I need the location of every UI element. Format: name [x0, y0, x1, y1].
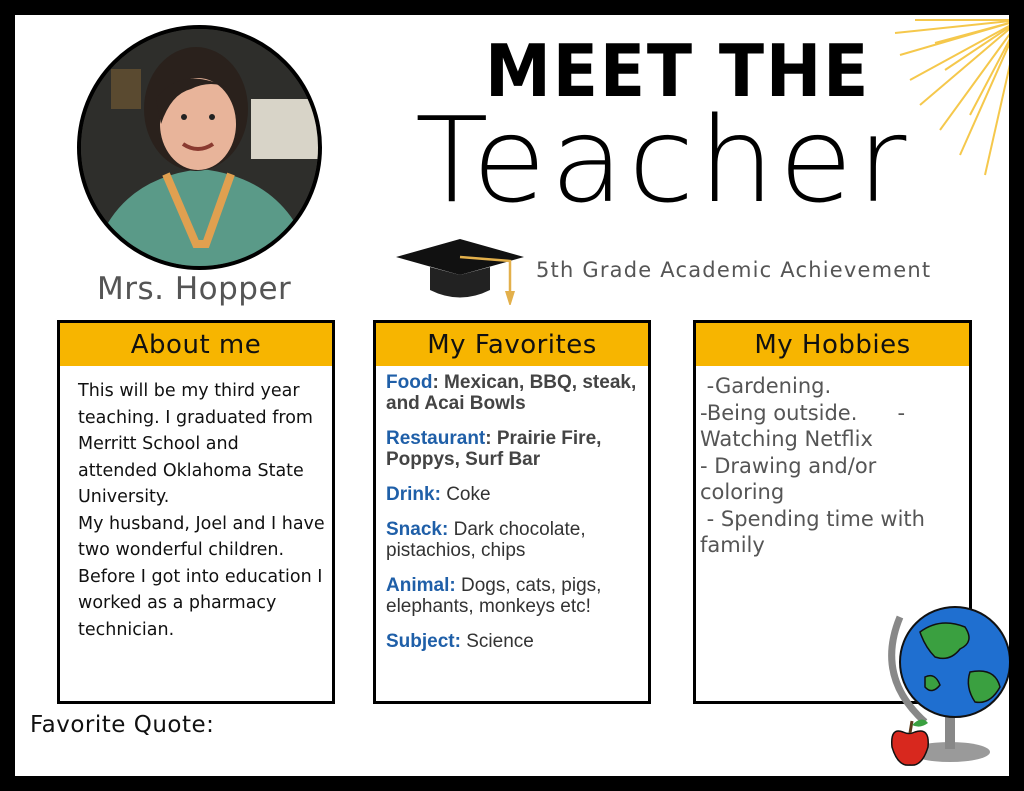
favorite-value: Science [466, 631, 534, 652]
favorite-drink [386, 484, 642, 505]
favorite-value: Mexican, BBQ, steak, and Acai Bowls [386, 372, 637, 414]
my-hobbies-heading: My Hobbies [696, 323, 969, 366]
portrait-image [81, 29, 318, 266]
favorite-label: Food [386, 372, 433, 393]
my-favorites-card [373, 320, 651, 704]
hobby-line: Watching Netflix [700, 427, 873, 451]
globe-icon [870, 587, 1009, 769]
favorite-label: Subject: [386, 631, 461, 652]
favorite-value: Dogs, cats, pigs, elephants, monkeys etc! [386, 575, 602, 617]
hobby-line: -Gardening. [700, 374, 832, 398]
favorite-label: Drink: [386, 484, 441, 505]
about-line: teaching. I graduated from [78, 407, 313, 428]
about-line: My husband, Joel and I have [78, 513, 325, 534]
poster [15, 15, 1009, 776]
favorite-restaurant: Restaurant: Prairie Fire, Poppys, Surf Bar [386, 428, 602, 470]
graduation-cap-icon [392, 235, 532, 305]
favorites-list [376, 366, 648, 652]
favorite-label: Restaurant [386, 428, 486, 449]
favorite-value: Coke [446, 484, 491, 505]
favorite-value: Prairie Fire, Poppys, Surf Bar [386, 428, 602, 470]
title-teacher: Teacher [415, 91, 911, 229]
favorite-label: Snack: [386, 519, 449, 540]
about-line: Before I got into education I [78, 566, 323, 587]
favorite-label: Animal: [386, 575, 456, 596]
about-me-text [60, 366, 332, 643]
hobby-line: coloring [700, 480, 785, 504]
favorite-quote-label: Favorite Quote: [30, 712, 215, 738]
my-favorites-heading: My Favorites [376, 323, 648, 366]
favorite-snack [386, 519, 642, 561]
about-line: Merritt School and [78, 434, 239, 454]
favorite-animal [386, 575, 642, 617]
hobby-line: - Drawing and/or [700, 453, 877, 478]
about-line: This will be my third year [78, 381, 300, 401]
favorite-value: Dark chocolate, pistachios, chips [386, 519, 586, 561]
about-line: technician. [78, 619, 175, 640]
hobby-line: family [700, 533, 765, 557]
hobby-line: -Being outside. - [700, 400, 906, 425]
teacher-name: Mrs. Hopper [97, 271, 292, 307]
hobby-line: - Spending time with [700, 506, 925, 531]
about-line: attended Oklahoma State [78, 460, 304, 481]
about-line: two wonderful children. [78, 540, 285, 560]
favorite-subject [386, 631, 642, 652]
about-me-heading: About me [60, 323, 332, 366]
title-meet-the: MEET THE [485, 29, 871, 113]
about-me-card [57, 320, 335, 704]
favorite-food: Food: Mexican, BBQ, steak, and Acai Bowls [386, 372, 637, 414]
teacher-photo [77, 25, 322, 270]
subtitle: 5th Grade Academic Achievement [536, 258, 932, 282]
about-line: University. [78, 487, 170, 507]
hobbies-list [696, 366, 969, 559]
about-line: worked as a pharmacy [78, 593, 277, 613]
